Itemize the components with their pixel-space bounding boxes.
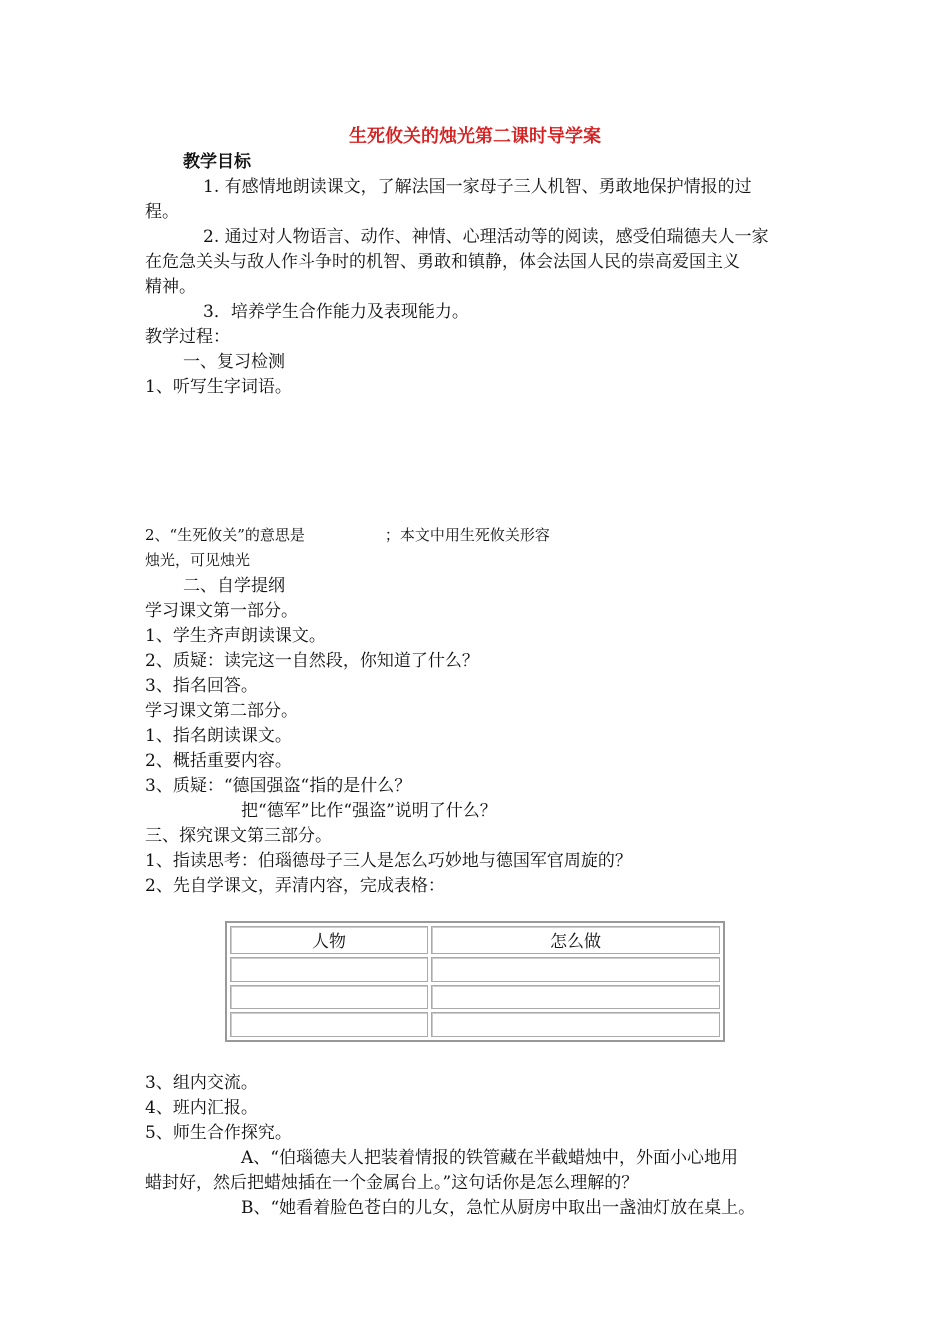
part-1-item-3: 3、指名回答。 xyxy=(145,676,258,696)
part-2-item-2: 2、概括重要内容。 xyxy=(145,751,292,771)
table-row xyxy=(230,957,720,982)
question-a-line2: 蜡封好，然后把蜡烛插在一个金属台上。”这句话你是怎么理解的？ xyxy=(145,1173,639,1193)
part-2-heading: 学习课文第二部分。 xyxy=(145,701,298,721)
section-1-item-2-cont: 烛光，可见烛光 xyxy=(145,551,251,569)
table-cell[interactable] xyxy=(431,985,720,1010)
table-row xyxy=(230,1012,720,1037)
item-2-text-a: 2、“生死攸关”的意思是 xyxy=(145,526,305,544)
part-2-item-3: 3、质疑：“德国强盗“指的是什么？ xyxy=(145,776,412,796)
table-cell[interactable] xyxy=(230,1012,428,1037)
part-1-heading: 学习课文第一部分。 xyxy=(145,601,298,621)
section-3-item-3: 3、组内交流。 xyxy=(145,1073,258,1093)
section-3-item-4: 4、班内汇报。 xyxy=(145,1098,258,1118)
section-1-item-1: 1、听写生字词语。 xyxy=(145,377,292,397)
question-a-line1: A、“伯瑙德夫人把装着情报的铁管藏在半截蜡烛中，外面小心地用 xyxy=(241,1148,738,1168)
section-3-item-2: 2、先自学课文，弄清内容，完成表格： xyxy=(145,876,445,896)
goal-1-line1: 1. 有感情地朗读课文，了解法国一家母子三人机智、勇敢地保护情报的过 xyxy=(203,177,752,197)
part-2-item-3-cont: 把“德军”比作“强盗”说明了什么？ xyxy=(241,801,497,821)
part-1-item-2: 2、质疑：读完这一自然段，你知道了什么？ xyxy=(145,651,479,671)
goal-2-line1: 2. 通过对人物语言、动作、神情、心理活动等的阅读，感受伯瑞德夫人一家 xyxy=(203,227,769,247)
table-header-row xyxy=(230,926,720,954)
character-action-table xyxy=(225,921,725,1042)
section-3-item-5: 5、师生合作探究。 xyxy=(145,1123,292,1143)
goal-2-line3: 精神。 xyxy=(145,277,196,297)
goal-1-line2: 程。 xyxy=(145,202,179,222)
process-heading: 教学过程： xyxy=(145,327,230,347)
table-cell[interactable] xyxy=(431,957,720,982)
section-1-heading: 一、复习检测 xyxy=(183,352,285,372)
table-cell[interactable] xyxy=(431,1012,720,1037)
goal-2-line2: 在危急关头与敌人作斗争时的机智、勇敢和镇静，体会法国人民的崇高爱国主义 xyxy=(145,252,740,272)
question-b-line1: B、“她看着脸色苍白的儿女，急忙从厨房中取出一盏油灯放在桌上。 xyxy=(241,1198,756,1218)
part-1-item-1: 1、学生齐声朗读课文。 xyxy=(145,626,326,646)
section-3-heading: 三、探究课文第三部分。 xyxy=(145,826,332,846)
item-2-text-b: ；本文中用生死攸关形容 xyxy=(384,526,550,544)
table-row xyxy=(230,985,720,1010)
section-1-item-2 xyxy=(145,523,550,547)
table-cell[interactable] xyxy=(230,985,428,1010)
table-header-character: 人物 xyxy=(230,926,428,954)
section-2-heading: 二、自学提纲 xyxy=(183,576,285,596)
goals-heading: 教学目标 xyxy=(183,152,251,172)
table-cell[interactable] xyxy=(230,957,428,982)
part-2-item-1: 1、指名朗读课文。 xyxy=(145,726,292,746)
doc-title: 生死攸关的烛光第二课时导学案 xyxy=(349,126,601,147)
table-header-action: 怎么做 xyxy=(431,926,720,954)
section-3-item-1: 1、指读思考：伯瑙德母子三人是怎么巧妙地与德国军官周旋的？ xyxy=(145,851,632,871)
goal-3: 3．培养学生合作能力及表现能力。 xyxy=(203,302,469,322)
